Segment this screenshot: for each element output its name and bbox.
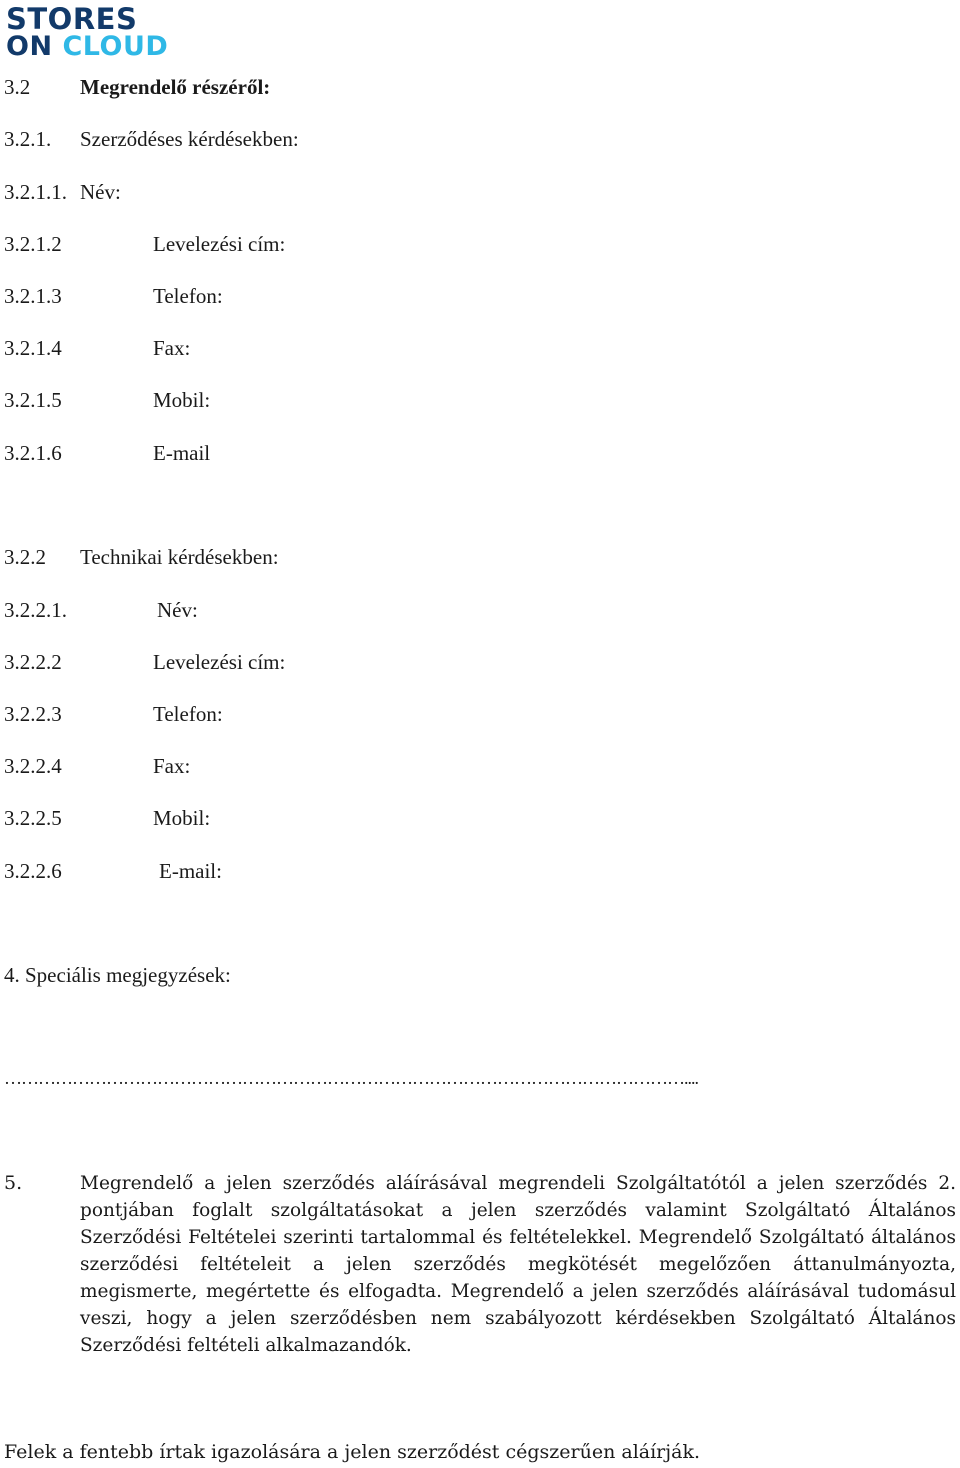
section-4-heading: 4. Speciális megjegyzések: (4, 963, 231, 987)
item-label: Fax: (153, 754, 191, 778)
item-number: 3.2.1.6 (4, 441, 62, 465)
item-number: 3.2.1.3 (4, 284, 62, 308)
item-label: Név: (80, 180, 121, 204)
section-5-paragraph: Megrendelő a jelen szerződés aláírásával megrendeli Szolgáltatótól a jelen szerződés 2. pontjában foglalt szolgáltatásokat a jelen szerződés valamint Szolgáltató Általános Szerződési Feltételei szerinti tartalommal és feltételekkel. Megrendelő Szolgáltató általános szerződési feltételeit a jelen szerződés megkötését megelőzően áttanulmányozta, megismerte, megértette és elfogadta. Megrendelő a jelen szerződés aláírásával tudomásul veszi, hogy a jelen szerződésben nem szabályozott kérdésekben Szolgáltató Általános Szerződési feltételi alkalmazandók. (80, 1173, 956, 1356)
stores-on-cloud-logo (6, 2, 169, 64)
logo-line-2 (6, 31, 168, 62)
item-number: 3.2.2.2 (4, 650, 62, 674)
item-number: 3.2.2.1. (4, 598, 67, 622)
item-number: 3.2.2.6 (4, 859, 62, 883)
item-label: Szerződéses kérdésekben: (80, 127, 299, 151)
section-5-number: 5. (4, 1172, 23, 1194)
item-label: Technikai kérdésekben: (80, 545, 279, 569)
section-title: Megrendelő részéről: (80, 75, 271, 99)
dotted-line: ………………………………………………………………………………………………………….... (4, 1068, 698, 1088)
logo-word-cloud: CLOUD (62, 31, 169, 62)
logo-word-on: ON (6, 31, 63, 62)
item-label: Telefon: (153, 284, 223, 308)
item-label: Levelezési cím: (153, 650, 286, 674)
item-number: 3.2.1.1. (4, 180, 67, 204)
item-number: 3.2.1.2 (4, 232, 62, 256)
item-label: Levelezési cím: (153, 232, 286, 256)
item-label: Telefon: (153, 702, 223, 726)
item-number: 3.2.1.4 (4, 336, 62, 360)
item-label: Név: (157, 598, 198, 622)
item-label: E-mail: (159, 859, 222, 883)
item-number: 3.2.2.3 (4, 702, 62, 726)
closing-sentence: Felek a fentebb írtak igazolására a jelen szerződést cégszerűen aláírják. (4, 1441, 701, 1463)
item-label: Mobil: (153, 388, 211, 412)
item-label: E-mail (153, 441, 211, 465)
item-number: 3.2.1.5 (4, 388, 62, 412)
item-label: Fax: (153, 336, 191, 360)
item-number: 3.2.1. (4, 127, 52, 151)
item-number: 3.2.2.4 (4, 754, 62, 778)
item-number: 3.2.2 (4, 545, 46, 569)
item-number: 3.2.2.5 (4, 806, 62, 830)
logo-line-1: STORES (6, 2, 138, 36)
section-number: 3.2 (4, 75, 31, 99)
item-label: Mobil: (153, 806, 211, 830)
